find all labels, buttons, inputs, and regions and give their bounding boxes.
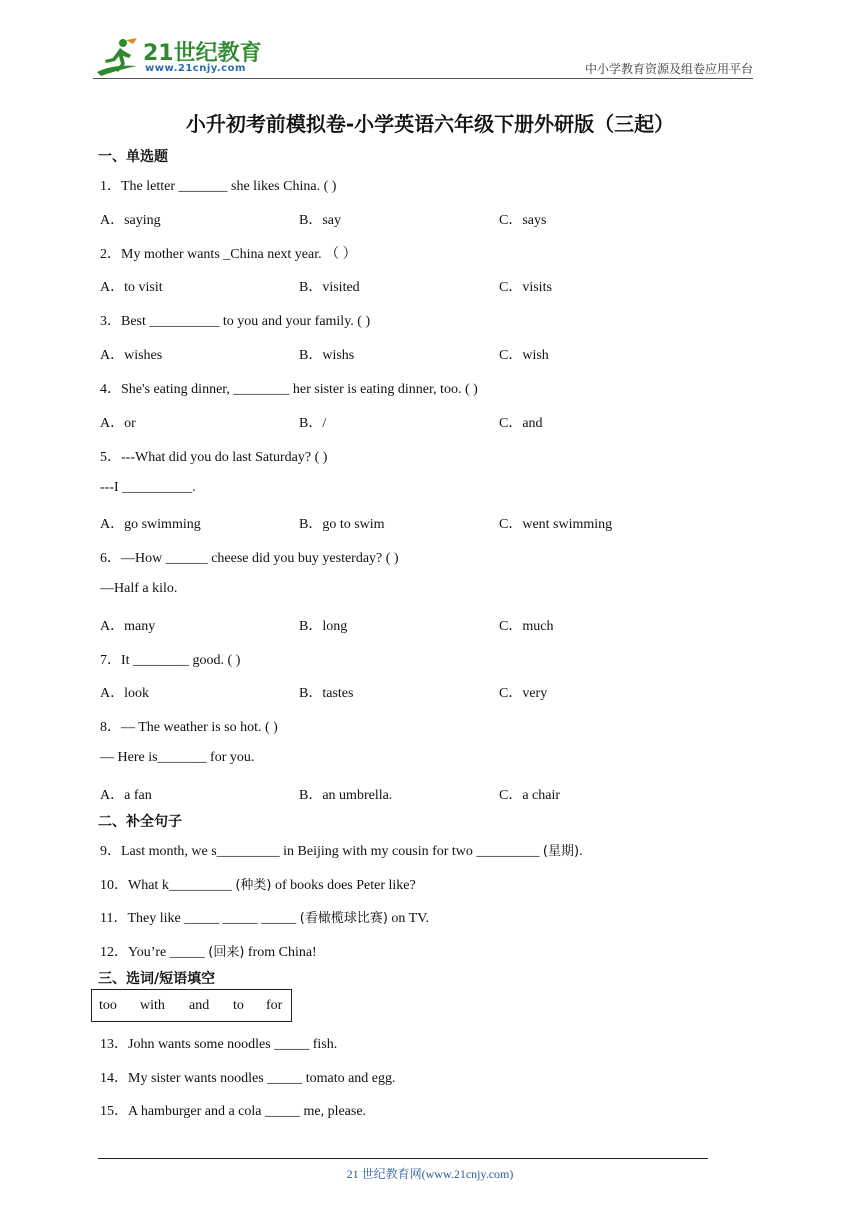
q4-option-b: B．/ bbox=[299, 416, 327, 431]
question-4: 4．She's eating dinner, ________ her sister is eating dinner, too. ( ) bbox=[100, 382, 478, 397]
question-6: 6．—How ______ cheese did you buy yesterday? ( ) bbox=[100, 551, 399, 566]
q5-option-a: A．go swimming bbox=[100, 517, 201, 532]
q5-option-b: B．go to swim bbox=[299, 517, 385, 532]
question-3: 3．Best __________ to you and your family. ( ) bbox=[100, 314, 371, 329]
question-12 bbox=[100, 941, 317, 961]
q6-option-c: C．much bbox=[499, 619, 554, 634]
q3-option-b: B．wishs bbox=[299, 348, 355, 363]
q7-option-a: A．look bbox=[100, 686, 149, 701]
question-1: 1．The letter _______ she likes China. ( ) bbox=[100, 179, 337, 194]
header-divider bbox=[93, 78, 753, 79]
word-bank-item: and bbox=[189, 998, 210, 1013]
page-title: 小升初考前模拟卷-小学英语六年级下册外研版（三起） bbox=[185, 112, 675, 136]
question-2: 2．My mother wants _China next year. （ ） bbox=[100, 247, 357, 262]
q8-option-a: A．a fan bbox=[100, 788, 152, 803]
q11-hint: (看橄榄球比赛) bbox=[299, 911, 388, 926]
q4-option-c: C．and bbox=[499, 416, 543, 431]
q7-option-c: C．very bbox=[499, 686, 548, 701]
q9-hint: (星期) bbox=[542, 844, 580, 859]
q12-hint: (回来) bbox=[208, 945, 245, 960]
q10-end: of books does Peter like? bbox=[271, 878, 416, 893]
question-7: 7．It ________ good. ( ) bbox=[100, 653, 241, 668]
question-10 bbox=[100, 874, 416, 894]
q1-option-a: A．saying bbox=[100, 213, 161, 228]
footer-divider bbox=[98, 1158, 708, 1159]
q2-option-a: A．to visit bbox=[100, 280, 163, 295]
q6-option-b: B．long bbox=[299, 619, 348, 634]
question-8: 8．— The weather is so hot. ( ) bbox=[100, 720, 278, 735]
question-14: 14．My sister wants noodles _____ tomato and egg. bbox=[100, 1071, 396, 1086]
section-heading-word-fill: 三、选词/短语填空 bbox=[98, 971, 216, 987]
q2-option-b: B．visited bbox=[299, 280, 360, 295]
q12-text: 12．You’re _____ bbox=[100, 945, 209, 960]
word-bank-box bbox=[91, 989, 292, 1022]
question-9 bbox=[100, 840, 583, 860]
word-bank-item: too bbox=[99, 998, 117, 1013]
q1-option-c: C．says bbox=[499, 213, 547, 228]
q1-option-b: B．say bbox=[299, 213, 341, 228]
q3-option-a: A．wishes bbox=[100, 348, 163, 363]
question-13: 13．John wants some noodles _____ fish. bbox=[100, 1037, 338, 1052]
q9-end: . bbox=[579, 844, 583, 859]
q7-option-b: B．tastes bbox=[299, 686, 354, 701]
question-8-line-2: — Here is_______ for you. bbox=[100, 750, 255, 765]
q10-hint: (种类) bbox=[235, 878, 272, 893]
q12-end: from China! bbox=[244, 945, 317, 960]
logo-url: www.21cnjy.com bbox=[145, 63, 246, 74]
q11-text: 11．They like _____ _____ _____ bbox=[100, 911, 300, 926]
q3-option-c: C．wish bbox=[499, 348, 549, 363]
q8-option-c: C．a chair bbox=[499, 788, 561, 803]
word-bank-item: to bbox=[233, 998, 244, 1013]
footer-text: 21 世纪教育网(www.21cnjy.com) bbox=[346, 1167, 514, 1181]
q5-option-c: C．went swimming bbox=[499, 517, 613, 532]
question-5-line-2: ---I __________. bbox=[100, 480, 196, 495]
section-heading-single-choice: 一、单选题 bbox=[98, 149, 168, 165]
logo-text: 21世纪教育 bbox=[143, 41, 262, 66]
header-platform-text: 中小学教育资源及组卷应用平台 bbox=[584, 62, 753, 76]
word-bank-item: with bbox=[140, 998, 165, 1013]
section-heading-complete-sentences: 二、补全句子 bbox=[98, 814, 182, 830]
q11-end: on TV. bbox=[387, 911, 430, 926]
q4-option-a: A．or bbox=[100, 416, 136, 431]
runner-logo-icon bbox=[93, 36, 141, 78]
question-6-line-2: —Half a kilo. bbox=[100, 581, 178, 596]
word-bank-item: for bbox=[266, 998, 283, 1013]
question-11 bbox=[100, 907, 429, 927]
q8-option-b: B．an umbrella. bbox=[299, 788, 393, 803]
q2-option-c: C．visits bbox=[499, 280, 552, 295]
site-logo bbox=[93, 36, 268, 78]
question-5: 5．---What did you do last Saturday? ( ) bbox=[100, 450, 328, 465]
question-15: 15．A hamburger and a cola _____ me, please. bbox=[100, 1104, 367, 1119]
q6-option-a: A．many bbox=[100, 619, 156, 634]
q10-text: 10．What k_________ bbox=[100, 878, 236, 893]
q9-text: 9．Last month, we s_________ in Beijing with my cousin for two _________ bbox=[100, 844, 543, 859]
